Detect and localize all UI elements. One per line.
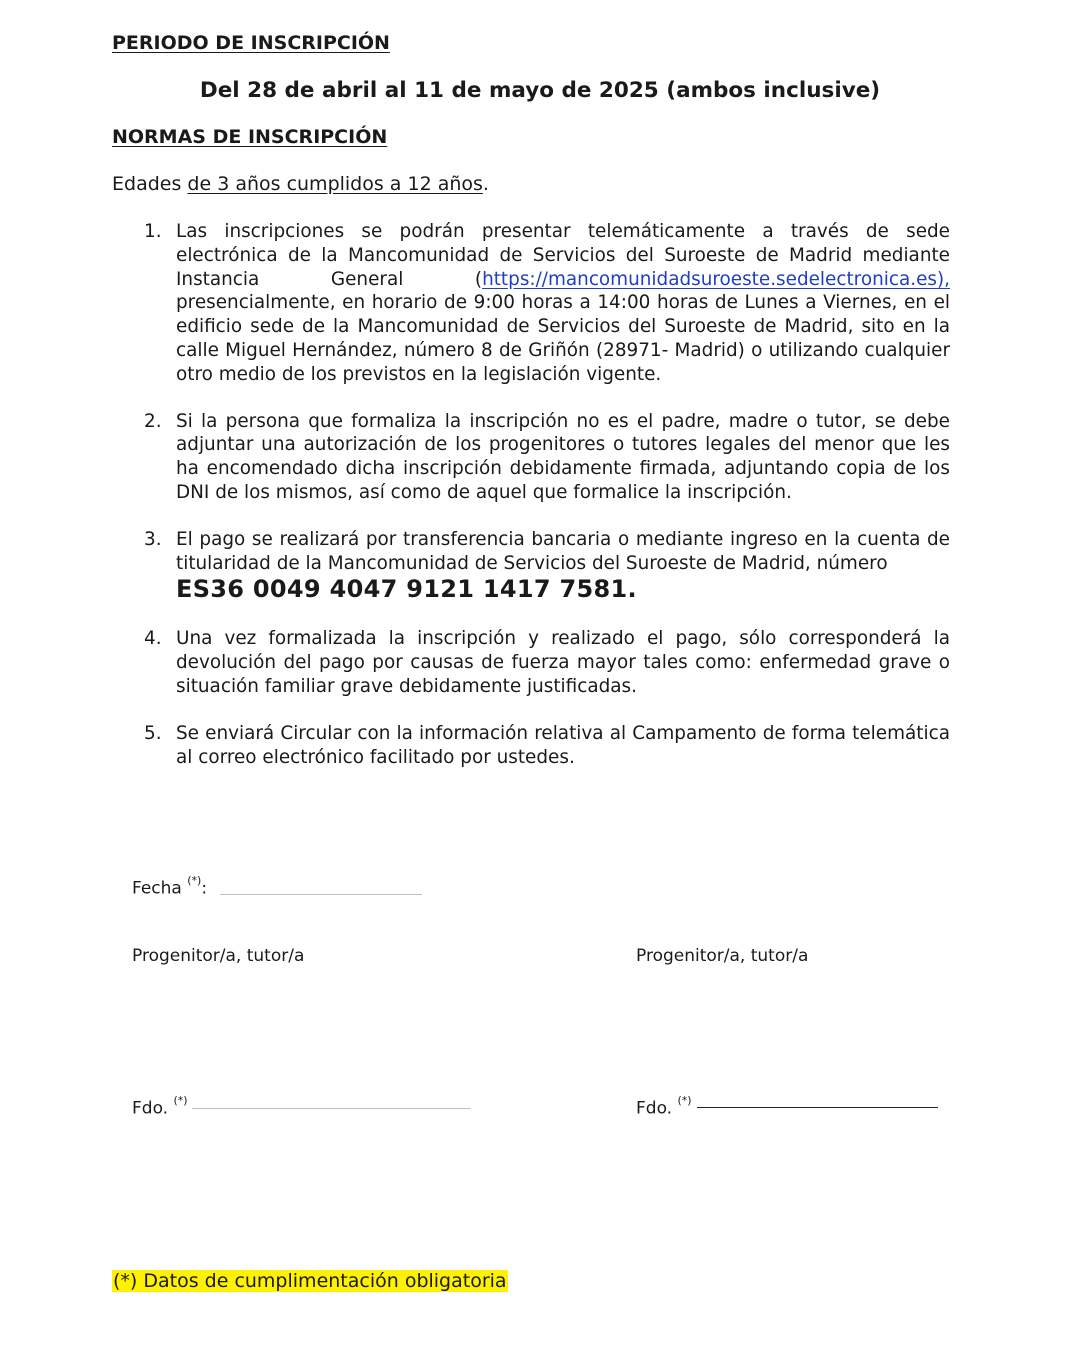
fecha-field-line[interactable] (220, 894, 422, 895)
iban-number: ES36 0049 4047 9121 1417 7581 (176, 575, 628, 604)
rule-item-2 (112, 410, 950, 505)
guardian-label-right: Progenitor/a, tutor/a (636, 946, 809, 966)
periodo-heading: PERIODO DE INSCRIPCIÓN (112, 32, 390, 54)
rule-number: 1. (144, 221, 162, 242)
fdo-label-left (132, 1094, 188, 1119)
required-asterisk: (*) (677, 1094, 692, 1107)
rule-item-5 (112, 722, 950, 770)
rule-text: Se enviará Circular con la información relativa al Campamento de forma telemática al correo electrónico facilitado por ustedes. (176, 722, 950, 768)
fecha-colon: : (201, 878, 208, 899)
rule-item-1 (112, 220, 950, 387)
rule-text: Una vez formalizada la inscripción y realizado el pago, sólo corresponderá la devolución del pago por causas de fuerza mayor tales como: enfermedad grave o situación familiar grave debidamente justificadas. (176, 628, 950, 697)
rule-item-4 (112, 627, 950, 698)
required-asterisk: (*) (173, 1094, 188, 1107)
fecha-label (132, 874, 208, 899)
signature-line-right[interactable] (697, 1107, 938, 1108)
rule-text: Si la persona que formaliza la inscripción no es el padre, madre o tutor, se debe adjuntar una autorización de los progenitores o tutores legales del menor que les ha encomendado dicha inscripción debidamente firmada, adjuntando copia de los DNI de los mismos, así como de aquel que formalice la inscripción. (176, 410, 950, 503)
rule-text: Las inscripciones se podrán presentar telemáticamente a través de sede electrónica de la Mancomunidad de Servicios del Suroeste de Madrid mediante Instancia General ( (176, 221, 950, 290)
rule-number: 3. (144, 528, 162, 550)
rule-text: El pago se realizará por transferencia bancaria o mediante ingreso en la cuenta de titularidad de la Mancomunidad de Servicios del Suroeste de Madrid, número (176, 528, 950, 574)
rule-number: 2. (144, 410, 162, 432)
iban-suffix: . (627, 575, 637, 604)
edades-suffix: . (482, 173, 489, 195)
guardian-label-left: Progenitor/a, tutor/a (132, 946, 305, 966)
rule-text-continued: presencialmente, en horario de 9:00 horas a 14:00 horas de Lunes a Viernes, en el edificio sede de la Mancomunidad de Servicios del Suroeste de Madrid, sito en la calle Miguel Hernández, número 8 de Griñón (28971- Madrid) o utilizando cualquier otro medio de los previstos en la legislación vigente. (176, 292, 950, 385)
rules-list (112, 220, 950, 792)
rule-item-3 (112, 528, 950, 605)
fdo-label-right (636, 1094, 692, 1119)
normas-heading: NORMAS DE INSCRIPCIÓN (112, 126, 388, 148)
date-range: Del 28 de abril al 11 de mayo de 2025 (ambos inclusive) (199, 78, 881, 103)
edades-prefix: Edades (112, 173, 188, 195)
sede-electronica-link[interactable]: https://mancomunidadsuroeste.sedelectronica.es), (482, 268, 950, 290)
fecha-text: Fecha (132, 878, 182, 899)
signature-line-left[interactable] (192, 1108, 471, 1109)
edades-range: de 3 años cumplidos a 12 años (187, 173, 483, 195)
fdo-text: Fdo. (132, 1098, 169, 1119)
edades-line (112, 173, 489, 195)
mandatory-footnote: (*) Datos de cumplimentación obligatoria (113, 1270, 507, 1292)
rule-number: 5. (144, 722, 162, 744)
required-asterisk: (*) (187, 874, 202, 887)
fdo-text: Fdo. (636, 1098, 673, 1119)
rule-number: 4. (144, 628, 162, 650)
